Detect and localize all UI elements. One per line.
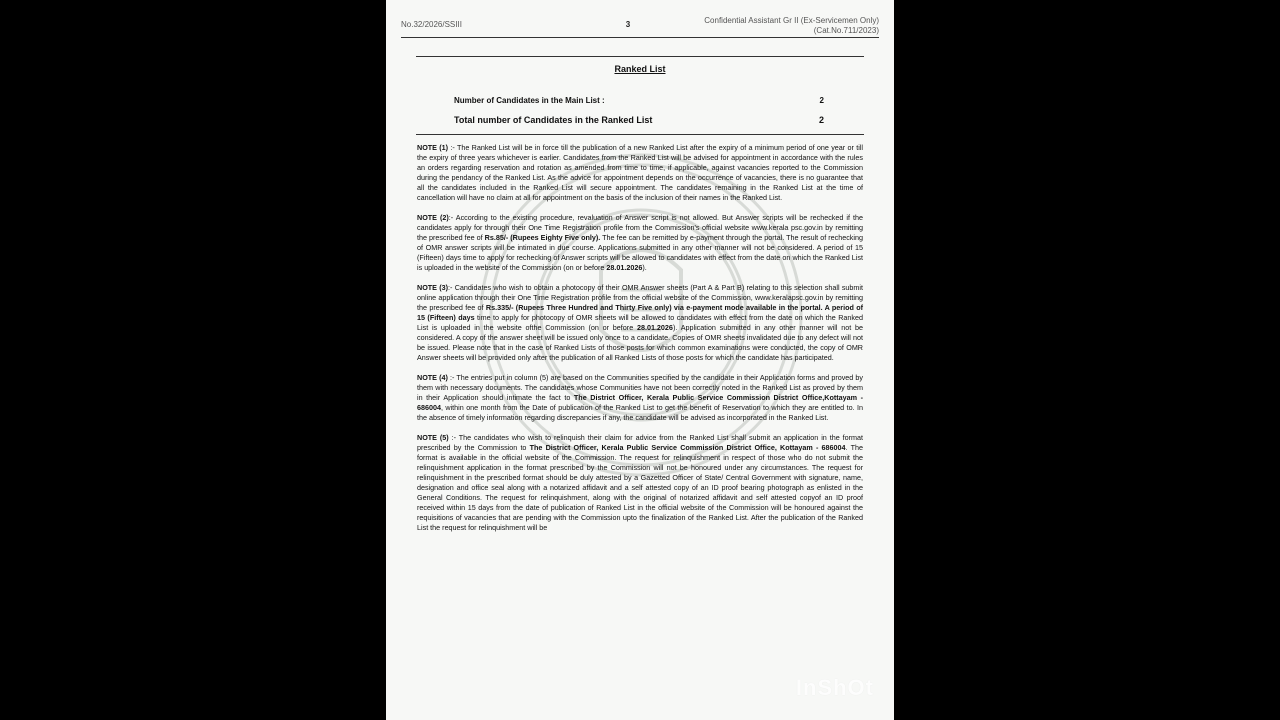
note-5-text: [417, 433, 863, 532]
note-segment: The fee can be remitted by e-payment through the portal. The result of rechecking of OMR answer scripts will be intimated in due course. Applications submitted in any other manner will not be considered. A period of 15 (Fifteen) days time to apply for rechecking of Answer scripts will be allowed to candidates with effect from the date on which the Ranked List is uploaded in the website of the Commission (on or before: [417, 233, 863, 272]
note-4-text: [417, 373, 863, 422]
note-segment: NOTE (4): [417, 373, 448, 382]
note-1: [417, 143, 863, 203]
note-segment: :- The Ranked List will be in force till the publication of a new Ranked List after the expiry of a minimum period of one year or till the expiry of three years whichever is earlier. Candidates from the Ranked List will be advised for appointment in accordance with the rules an orders regarding reservation and rotation as amended from time to time, if applicable, against vacancies reported to the Commission during the pendancy of the Ranked List. As the advice for appointment depends on the occurrence of vacancies, there is no guarantee that all the candidates included in the Ranked List will secure appointment. The candidates remaining in the Ranked List at the time of cancellation will have no claim at all for appointment on the basis of the inclusion of their names in the Ranked List.: [417, 143, 863, 202]
note-5: [417, 433, 863, 533]
ranked-list-total-row: [454, 115, 824, 125]
main-list-count-label: Number of Candidates in the Main List :: [454, 96, 605, 105]
note-segment: :- The candidates who wish to relinquish their claim for advice from the Ranked List shall submit an application in the format prescribed by the Commission to: [417, 433, 863, 452]
note-segment: :- Candidates who wish to obtain a photocopy of their OMR Answer sheets (Part A & Part B) relating to this selection shall submit online application through their One Time Registration profile from the official website of the Commission, www.keralapsc.gov.in by remitting the prescribed fee of: [417, 283, 863, 312]
note-1-text: [417, 143, 863, 202]
note-2-text: [417, 213, 863, 272]
note-segment: The District Officer, Kerala Public Service Commission District Office,Kottayam - 686004: [417, 393, 863, 412]
note-2: [417, 213, 863, 273]
note-segment: The District Officer, Kerala Public Service Commission District Office, Kottayam - 686004: [529, 443, 846, 452]
note-segment: NOTE (3): [417, 283, 449, 292]
note-segment: . The format is available in the official website of the Commission. The request for relinquishment in respect of those who do not submit the relinquishment application in the format prescribed by the Commission will not be honoured under any circumstances. The request for relinquishment in the prescribed format should be duly attested by a Gazetted Officer of State/ Central Government with signature, name, designation and office seal along with a notarized affidavit and a self attested copy of an ID proof bearing photograph as enlisted in the General Conditions. The request for relinquishment, along with the original of notarized affidavit and self attested copyof an ID proof received within 15 days from the date of publication of Ranked List in the official website of the Commission will be honoured against the requisitions of vacancies that are pending with the Commission upto the finalization of the Ranked List. After the publication of the Ranked List the request for relinquishment will be: [417, 443, 863, 532]
note-segment: time to apply for photocopy of OMR sheets will be allowed to candidates with effect from the date on which the Ranked List is uploaded in the website ofthe Commission (on or before: [417, 313, 864, 332]
note-segment: :- The entries put in column (5) are based on the Communities specified by the candidate in their Application forms and proved by them with necessary documents. The candidates whose Communities have not been correctly noted in the Ranked List as proved by them in their Application should intimate the fact to: [417, 373, 863, 402]
section-divider-bottom: [416, 134, 864, 135]
header-divider: [401, 37, 879, 38]
note-segment: ). Application submitted in any other manner will not be considered. A copy of the answer sheet will be issued only once to a candidate. Copies of OMR sheets invalidated due to any defect will not be issued. Please note that in the case of Ranked Lists of those posts for which common examinations were conducted, the copy of OMR Answer sheets will be provided only after the publication of all Ranked Lists of those posts for which the candidate has participated.: [417, 323, 863, 362]
note-4: [417, 373, 863, 423]
note-segment: 28.01.2026: [636, 323, 673, 332]
notes-section: [417, 143, 863, 543]
page-number: 3: [625, 20, 631, 29]
section-divider-top: [416, 56, 864, 57]
note-segment: Rs.85/- (Rupees Eighty Five only).: [484, 233, 601, 242]
document-page: [386, 0, 894, 720]
inshot-watermark: InShOt: [795, 675, 874, 700]
note-3: [417, 283, 863, 363]
ranked-list-total-label: Total number of Candidates in the Ranked List: [454, 115, 653, 125]
note-segment: 28.01.2026: [606, 263, 643, 272]
main-list-count-value: 2: [819, 96, 824, 105]
note-segment: Rs.335/- (Rupees Three Hundred and Thirty Five only) via e-payment mode available in the portal. A period of 15 (Fifteen) days: [417, 303, 863, 322]
main-list-count-row: [454, 96, 824, 105]
note-segment: NOTE (2): [417, 213, 449, 222]
post-title: Confidential Assistant Gr II (Ex-Servicemen Only)(Cat.No.711/2023): [704, 16, 879, 35]
ranked-list-title: Ranked List: [614, 64, 666, 74]
note-segment: , within one month from the Date of publication of the Ranked List to get the benefit of Reservation to which they are entitled to. In the absence of timely information regarding discrepancies if any, the candidate will be advised as incorporated in the Ranked List.: [417, 403, 863, 422]
note-3-text: [417, 283, 863, 362]
note-segment: ).: [642, 263, 647, 272]
ranked-list-total-value: 2: [818, 115, 824, 125]
note-segment: NOTE (1): [417, 143, 449, 152]
document-number: No.32/2026/SSIII: [401, 20, 462, 29]
note-segment: NOTE (5): [417, 433, 449, 442]
note-segment: :- According to the existing procedure, revaluation of Answer script is not allowed. But Answer scripts will be rechecked if the candidates apply for through their One Time Registration profile from the Commission's official website www.kerala psc.gov.in by remitting the prescribed fee of: [417, 213, 863, 242]
